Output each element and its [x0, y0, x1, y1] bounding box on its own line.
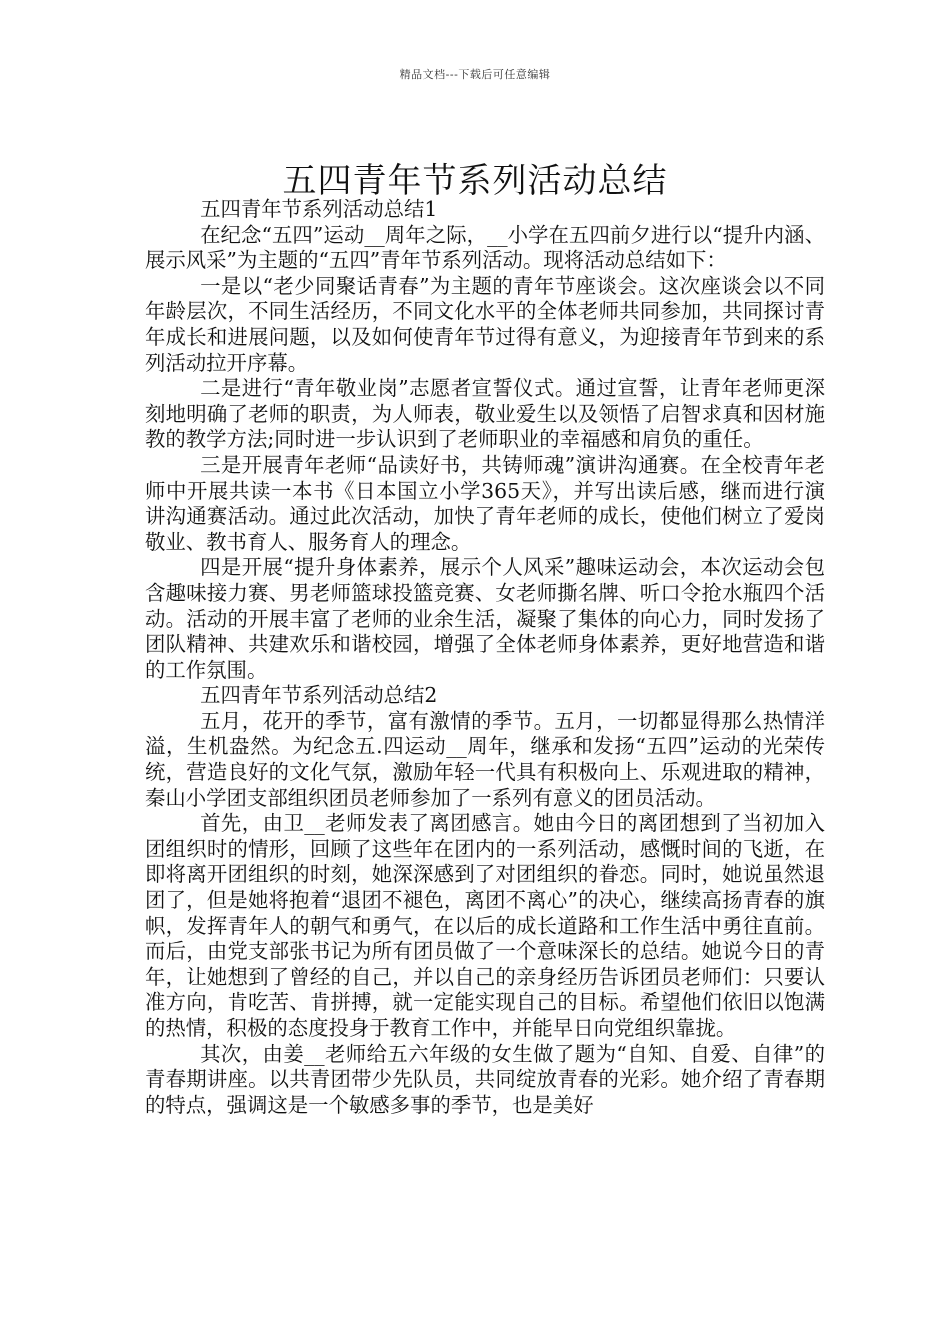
paragraph: 一是以“老少同聚话青春”为主题的青年节座谈会。这次座谈会以不同年龄层次，不同生活经历，不同文化水平的全体老师共同参加，共同探讨青年成长和进展问题，以及如何使青年节过得有意义，为迎接青年节到来的系列活动拉开序幕。	[145, 273, 825, 375]
document-body	[145, 197, 825, 1118]
section-heading-1: 五四青年节系列活动总结1	[200, 197, 438, 221]
header-note: 精品文档---下载后可任意编辑	[399, 68, 551, 81]
paragraph: 二是进行“青年敬业岗”志愿者宣誓仪式。通过宣誓，让青年老师更深刻地明确了老师的职责，为人师表，敬业爱生以及领悟了启智求真和因材施教的教学方法;同时进一步认识到了老师职业的幸福感和肩负的重任。	[145, 376, 825, 452]
paragraph: 在纪念“五四”运动__周年之际，__小学在五四前夕进行以“提升内涵、展示风采”为主题的“五四”青年节系列活动。现将活动总结如下：	[145, 222, 825, 273]
section-heading-2: 五四青年节系列活动总结2	[200, 683, 438, 708]
document-title: 五四青年节系列活动总结	[282, 160, 668, 201]
paragraph: 四是开展“提升身体素养，展示个人风采”趣味运动会，本次运动会包含趣味接力赛、男老师篮球投篮竞赛、女老师撕名牌、听口令抢水瓶四个活动。活动的开展丰富了老师的业余生活，凝聚了集体的向心力，同时发扬了团队精神、共建欢乐和谐校园，增强了全体老师身体素养，更好地营造和谐的工作氛围。	[145, 555, 825, 682]
paragraph: 五月，花开的季节，富有激情的季节。五月，一切都显得那么热情洋溢，生机盎然。为纪念五.四运动__周年，继承和发扬“五四”运动的光荣传统，营造良好的文化气氛，激励年轻一代具有积极向上、乐观进取的精神，秦山小学团支部组织团员老师参加了一系列有意义的团员活动。	[145, 708, 825, 810]
paragraph: 其次，由姜__老师给五六年级的女生做了题为“自知、自爱、自律”的青春期讲座。以共青团带少先队员，共同绽放青春的光彩。她介绍了青春期的特点，强调这是一个敏感多事的季节，也是美好	[145, 1041, 825, 1117]
paragraph: 首先，由卫__老师发表了离团感言。她由今日的离团想到了当初加入团组织时的情形，回顾了这些年在团内的一系列活动，感慨时间的飞逝，在即将离开团组织的时刻，她深深感到了对团组织的眷恋。同时，她说虽然退团了，但是她将抱着“退团不褪色，离团不离心”的决心，继续高扬青春的旗帜，发挥青年人的朝气和勇气，在以后的成长道路和工作生活中勇往直前。而后，由党支部张书记为所有团员做了一个意味深长的总结。她说今日的青年，让她想到了曾经的自己，并以自己的亲身经历告诉团员老师们：只要认准方向，肯吃苦、肯拼搏，就一定能实现自己的目标。希望他们依旧以饱满的热情，积极的态度投身于教育工作中，并能早日向党组织靠拢。	[145, 811, 825, 1040]
paragraph: 三是开展青年老师“品读好书，共铸师魂”演讲沟通赛。在全校青年老师中开展共读一本书《日本国立小学365天》，并写出读后感，继而进行演讲沟通赛活动。通过此次活动，加快了青年老师的成长，使他们树立了爱岗敬业、教书育人、服务育人的理念。	[145, 452, 825, 554]
